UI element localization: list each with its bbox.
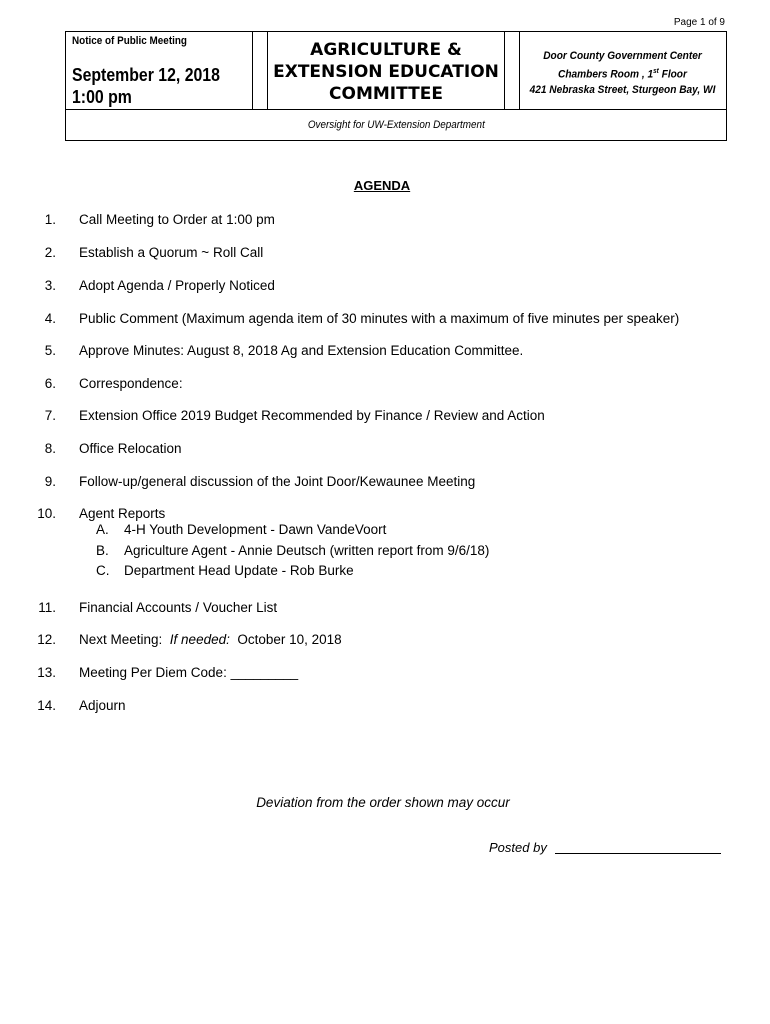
agenda-item-text: Adopt Agenda / Properly Noticed — [79, 278, 275, 293]
meeting-date: September 12, 2018 — [72, 65, 220, 85]
posted-by-signature-line — [555, 853, 721, 854]
agenda-item-number: 1. — [44, 212, 56, 227]
next-meeting-date: October 10, 2018 — [229, 632, 342, 647]
agenda-item-text: Adjourn — [79, 698, 126, 713]
posted-by-label: Posted by — [489, 840, 547, 855]
agenda-item-number: 12. — [37, 632, 56, 647]
agent-report-text: Agriculture Agent - Annie Deutsch (written report from 9/6/18) — [124, 543, 490, 558]
location-room-ordinal: st — [653, 68, 659, 75]
agenda-item-text: Establish a Quorum ~ Roll Call — [79, 245, 264, 260]
agenda-item-text: Follow-up/general discussion of the Joint Door/Kewaunee Meeting — [79, 474, 476, 489]
agent-report-letter: B. — [96, 543, 109, 558]
committee-title-line: EXTENSION EDUCATION — [273, 62, 499, 82]
meeting-info-cell — [66, 32, 253, 110]
location-building: Door County Government Center — [543, 50, 702, 62]
page-indicator: Page 1 of 9 — [673, 17, 725, 28]
committee-title — [268, 39, 504, 105]
agenda-item-text: Financial Accounts / Voucher List — [79, 600, 278, 615]
agenda-item-number: 4. — [44, 311, 56, 326]
agenda-item-text: Agent Reports — [79, 506, 166, 521]
deviation-notice: Deviation from the order shown may occur — [256, 795, 510, 810]
location-room-text: Chambers Room , 1 — [558, 68, 654, 81]
agenda-item-number: 13. — [37, 665, 56, 680]
meeting-header — [65, 31, 727, 141]
next-meeting-label: Next Meeting: — [79, 632, 170, 647]
agenda-item-number: 5. — [44, 343, 56, 358]
committee-title-line: AGRICULTURE & — [310, 40, 462, 60]
agent-report-item — [96, 542, 489, 559]
agenda-item-number: 8. — [44, 441, 56, 456]
meeting-time: 1:00 pm — [72, 87, 132, 107]
header-divider — [505, 32, 520, 110]
agenda-item-number: 14. — [37, 698, 56, 713]
agenda-item-text: Call Meeting to Order at 1:00 pm — [79, 212, 275, 227]
agenda-item-text: Correspondence: — [79, 376, 183, 391]
agenda-item-text: Office Relocation — [79, 441, 182, 456]
agenda-item-number: 11. — [38, 600, 56, 615]
agent-report-text: 4-H Youth Development - Dawn VandeVoort — [124, 522, 387, 537]
agent-report-letter: A. — [96, 522, 109, 537]
location-room-floor: Floor — [658, 68, 687, 81]
agenda-item-number: 7. — [44, 408, 56, 423]
agenda-item-number: 2. — [44, 245, 56, 260]
location-address: 421 Nebraska Street, Sturgeon Bay, WI — [529, 83, 716, 96]
agenda-item-number: 10. — [37, 506, 56, 521]
agenda-item-text: Extension Office 2019 Budget Recommended by Finance / Review and Action — [79, 408, 545, 423]
committee-title-cell — [268, 32, 505, 110]
agenda-item-text: Public Comment (Maximum agenda item of 30 minutes with a maximum of five minutes per speaker) — [79, 311, 680, 326]
agenda-item-number: 3. — [44, 278, 56, 293]
header-divider — [253, 32, 268, 110]
agenda-item-number: 9. — [44, 474, 56, 489]
committee-title-line: COMMITTEE — [329, 84, 443, 104]
posted-by — [489, 840, 721, 855]
agenda-item-text: Meeting Per Diem Code: _________ — [79, 665, 299, 680]
meeting-location — [520, 49, 725, 98]
agent-report-letter: C. — [96, 563, 110, 578]
agenda-item-text: Approve Minutes: August 8, 2018 Ag and Extension Education Committee. — [79, 343, 524, 358]
agent-report-text: Department Head Update - Rob Burke — [124, 563, 354, 578]
oversight-row — [66, 109, 726, 140]
agenda-heading: AGENDA — [353, 178, 411, 193]
next-meeting-condition: If needed: — [169, 632, 230, 647]
oversight-text: Oversight for UW-Extension Department — [307, 119, 485, 131]
agent-report-item — [96, 562, 354, 579]
agenda-item-number: 6. — [44, 376, 56, 391]
notice-label: Notice of Public Meeting — [72, 35, 187, 47]
agenda-item-text — [79, 631, 342, 648]
location-cell — [520, 32, 725, 110]
agent-report-item — [96, 521, 386, 538]
location-room — [528, 64, 717, 83]
